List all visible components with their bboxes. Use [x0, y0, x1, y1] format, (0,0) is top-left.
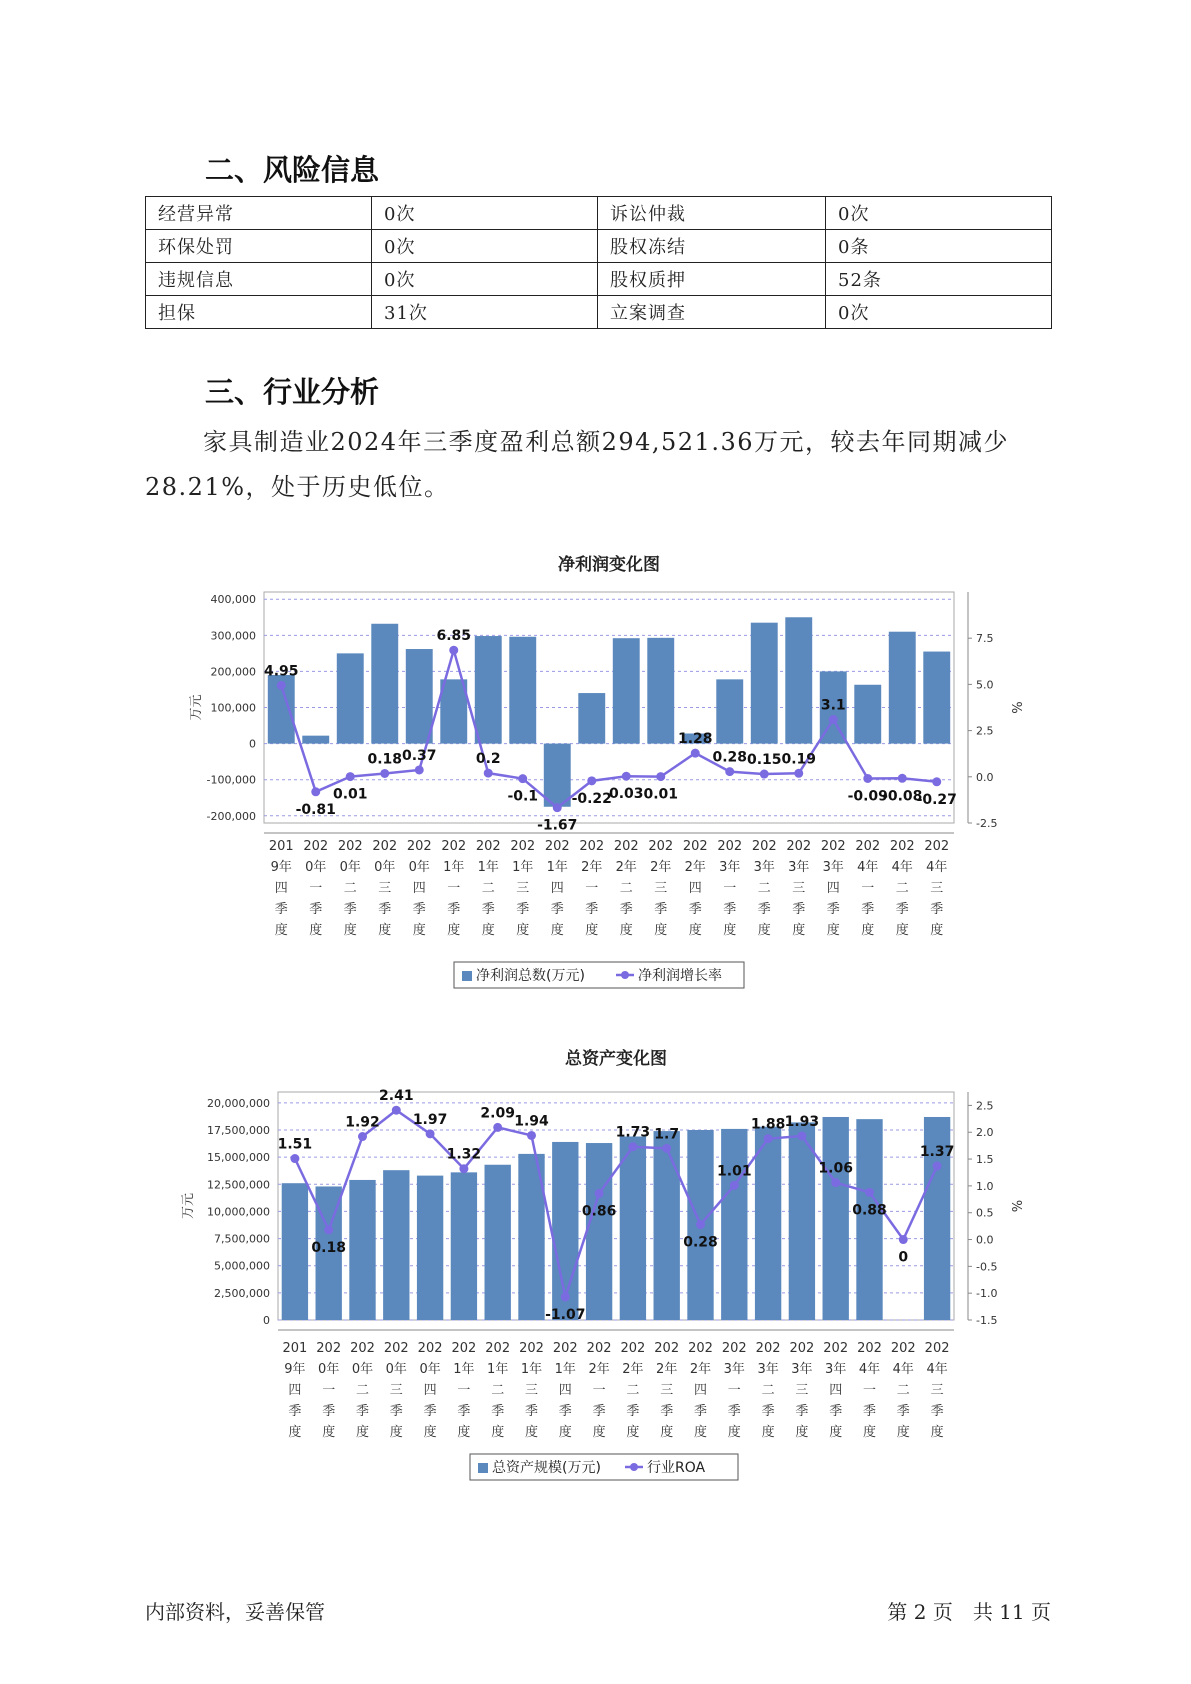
- data-point: [628, 1142, 637, 1151]
- bar: [751, 623, 778, 744]
- x-tick-label: 202 1年二季度: [475, 839, 501, 938]
- y-tick-label: 300,000: [210, 629, 256, 643]
- y-tick-label: 20,000,000: [207, 1096, 270, 1110]
- risk-value: 0次: [372, 263, 598, 296]
- bar: [509, 637, 536, 744]
- risk-value: 31次: [372, 296, 598, 329]
- bar: [349, 1180, 375, 1320]
- data-label: 1.37: [919, 1144, 955, 1161]
- legend-line-marker: [630, 1463, 638, 1471]
- x-tick-label: 202 0年一季度: [316, 1341, 342, 1440]
- data-label: -0.81: [295, 801, 336, 818]
- y2-axis-label: %: [1008, 1199, 1023, 1213]
- y2-tick-label: -1.5: [976, 1314, 998, 1327]
- data-point: [829, 715, 838, 724]
- data-label: 1.92: [345, 1114, 380, 1131]
- data-point: [662, 1144, 671, 1153]
- x-tick-label: 202 2年二季度: [613, 839, 639, 938]
- data-label: 0.19: [781, 751, 817, 768]
- x-tick-label: 202 2年二季度: [620, 1341, 646, 1440]
- y2-tick-label: 0.5: [976, 1206, 994, 1220]
- data-point: [380, 769, 389, 778]
- table-row: [146, 263, 1052, 296]
- x-tick-label: 202 2年四季度: [682, 839, 708, 938]
- y2-tick-label: -0.5: [976, 1260, 998, 1274]
- x-tick-label: 202 3年四季度: [820, 839, 846, 938]
- data-label: 0.18: [367, 751, 403, 768]
- data-label: 0.03: [608, 786, 644, 803]
- legend-bar-label: 总资产规模(万元): [492, 1460, 601, 1476]
- data-point: [863, 774, 872, 783]
- data-point: [459, 1164, 468, 1173]
- chart-title: 净利润变化图: [558, 555, 660, 575]
- data-point: [899, 1235, 908, 1244]
- x-tick-label: 202 0年二季度: [337, 839, 363, 938]
- data-point: [696, 1220, 705, 1229]
- data-label: 1.94: [514, 1113, 549, 1130]
- data-label: 1.93: [784, 1113, 820, 1130]
- bar: [440, 679, 467, 743]
- data-label: -0.08: [882, 788, 923, 805]
- footer-page-number: 第 2 页 共 11 页: [887, 1600, 1051, 1624]
- data-point: [691, 749, 700, 758]
- x-tick-label: 202 1年三季度: [519, 1341, 544, 1440]
- data-label: 0: [898, 1249, 909, 1266]
- y-tick-label: 5,000,000: [214, 1259, 270, 1273]
- y-tick-label: 200,000: [210, 665, 256, 679]
- data-label: -0.27: [916, 791, 957, 808]
- x-tick-label: 202 3年一季度: [717, 839, 743, 938]
- y-tick-label: 0: [249, 737, 256, 751]
- x-tick-label: 202 2年四季度: [688, 1341, 713, 1440]
- bar: [716, 679, 743, 743]
- x-tick-label: 202 3年二季度: [751, 839, 777, 938]
- y2-tick-label: 5.0: [976, 678, 994, 692]
- data-point: [449, 646, 458, 655]
- x-tick-label: 202 0年四季度: [417, 1341, 443, 1440]
- y-tick-label: 17,500,000: [207, 1124, 270, 1137]
- data-point: [932, 777, 941, 786]
- data-label: 0.18: [311, 1239, 346, 1256]
- data-point: [622, 772, 631, 781]
- bar: [654, 1131, 680, 1320]
- legend-bar-label: 净利润总数(万元): [476, 968, 585, 984]
- data-point: [290, 1154, 299, 1163]
- net-profit-chart-svg: [180, 548, 1023, 1008]
- x-tick-label: 202 1年四季度: [544, 839, 570, 938]
- data-label: 1.7: [654, 1126, 680, 1143]
- data-label: 0.88: [852, 1202, 887, 1219]
- section-title-industry: 三、行业分析: [205, 375, 380, 409]
- x-tick-label: 202 3年四季度: [823, 1341, 849, 1440]
- industry-paragraph: 家具制造业2024年三季度盈利总额294,521.36万元，较去年同期减少28.21%，处于历史低位。: [145, 428, 1009, 501]
- y-tick-label: 10,000,000: [207, 1205, 270, 1219]
- bar: [485, 1165, 511, 1320]
- data-label: 0.15: [746, 752, 782, 769]
- bar: [721, 1129, 747, 1320]
- data-point: [277, 681, 286, 690]
- y2-tick-label: 2.5: [976, 724, 994, 738]
- data-point: [760, 770, 769, 779]
- y-tick-label: 15,000,000: [207, 1151, 270, 1165]
- x-tick-label: 202 2年一季度: [586, 1341, 612, 1440]
- y2-tick-label: 2.0: [976, 1126, 994, 1140]
- footer-confidential: 内部资料，妥善保管: [145, 1600, 325, 1624]
- table-row: [146, 197, 1052, 230]
- bar: [337, 653, 364, 743]
- x-tick-label: 202 3年二季度: [755, 1341, 781, 1440]
- risk-label: 股权质押: [598, 263, 826, 296]
- y2-tick-label: 1.0: [976, 1179, 994, 1193]
- risk-label: 违规信息: [146, 263, 372, 296]
- y-tick-label: 400,000: [210, 593, 256, 607]
- x-tick-label: 202 1年四季度: [552, 1341, 578, 1440]
- y-tick-label: -200,000: [206, 809, 256, 823]
- data-label: -1.07: [545, 1306, 586, 1323]
- risk-value: 0次: [826, 296, 1052, 329]
- risk-value: 0次: [372, 230, 598, 263]
- bar: [383, 1170, 409, 1320]
- y2-tick-label: 0.0: [976, 770, 994, 784]
- legend-line-marker: [621, 971, 629, 979]
- x-tick-label: 202 0年一季度: [303, 839, 329, 938]
- bar: [613, 638, 640, 743]
- y2-tick-label: 1.5: [976, 1153, 994, 1167]
- data-label: 1.06: [818, 1160, 853, 1177]
- risk-label: 股权冻结: [598, 230, 826, 263]
- data-point: [725, 767, 734, 776]
- chart-legend: [454, 962, 744, 988]
- data-label: 6.85: [436, 628, 472, 645]
- x-tick-label: 202 0年四季度: [406, 839, 432, 938]
- bar: [923, 652, 950, 744]
- x-tick-label: 202 0年三季度: [383, 1341, 409, 1440]
- data-label: 0.86: [581, 1203, 617, 1220]
- table-row: [146, 230, 1052, 263]
- bar: [578, 693, 605, 744]
- x-tick-label: 202 4年二季度: [890, 1341, 916, 1440]
- data-point: [518, 774, 527, 783]
- risk-label: 经营异常: [146, 197, 372, 230]
- y2-tick-label: -1.0: [976, 1287, 998, 1301]
- bar: [789, 1122, 815, 1320]
- y2-tick-label: 7.5: [976, 632, 994, 646]
- risk-value: 0条: [826, 230, 1052, 263]
- data-point: [595, 1189, 604, 1198]
- data-point: [764, 1134, 773, 1143]
- y-tick-label: -100,000: [206, 773, 256, 787]
- data-point: [730, 1181, 739, 1190]
- risk-label: 立案调查: [598, 296, 826, 329]
- y2-tick-label: 2.5: [976, 1099, 994, 1113]
- x-tick-label: 202 4年三季度: [924, 839, 950, 938]
- data-label: 1.51: [277, 1136, 313, 1153]
- data-point: [794, 769, 803, 778]
- bar: [302, 736, 329, 744]
- x-tick-label: 201 9年四季度: [268, 839, 294, 938]
- y-tick-label: 7,500,000: [214, 1232, 270, 1246]
- data-label: 2.09: [480, 1105, 515, 1122]
- data-point: [484, 769, 493, 778]
- bar: [785, 617, 812, 743]
- x-tick-label: 202 4年一季度: [855, 839, 881, 938]
- data-label: 1.32: [446, 1146, 482, 1163]
- y2-axis-label: %: [1008, 701, 1023, 714]
- data-point: [865, 1188, 874, 1197]
- x-tick-label: 202 0年三季度: [372, 839, 398, 938]
- x-tick-label: 202 0年二季度: [350, 1341, 375, 1440]
- bar: [823, 1117, 849, 1320]
- data-label: 0.01: [643, 786, 679, 803]
- data-point: [426, 1129, 435, 1138]
- data-point: [898, 774, 907, 783]
- section-title-risk: 二、风险信息: [205, 153, 380, 187]
- x-tick-label: 202 1年二季度: [485, 1341, 511, 1440]
- data-label: 0.37: [401, 747, 437, 764]
- bar: [451, 1172, 477, 1320]
- x-tick-label: 202 2年三季度: [648, 839, 674, 938]
- risk-value: 0次: [826, 197, 1052, 230]
- data-label: 0.01: [332, 786, 368, 803]
- x-tick-label: 202 3年一季度: [721, 1341, 747, 1440]
- data-label: 1.97: [412, 1111, 448, 1128]
- table-row: [146, 296, 1052, 329]
- data-label: -0.22: [571, 790, 612, 807]
- x-tick-label: 202 1年一季度: [441, 839, 467, 938]
- risk-label: 诉讼仲裁: [598, 197, 826, 230]
- data-label: 1.28: [677, 731, 713, 748]
- data-label: -0.1: [507, 788, 539, 805]
- data-point: [561, 1292, 570, 1301]
- legend-line-label: 行业ROA: [647, 1460, 706, 1476]
- data-label: 3.1: [820, 697, 846, 714]
- y-tick-label: 0: [263, 1314, 270, 1327]
- bar: [406, 649, 433, 744]
- data-label: 4.95: [263, 663, 299, 680]
- bar: [854, 685, 881, 744]
- data-point: [933, 1162, 942, 1171]
- data-point: [358, 1132, 367, 1141]
- total-assets-chart-svg: [180, 1042, 1023, 1492]
- data-label: 2.41: [379, 1088, 414, 1105]
- bar: [647, 638, 674, 744]
- net-profit-chart: [180, 548, 1023, 1012]
- bar: [889, 632, 916, 744]
- data-label: 1.88: [750, 1116, 786, 1133]
- total-assets-chart: [180, 1042, 1023, 1496]
- data-point: [346, 772, 355, 781]
- data-label: 1.73: [615, 1124, 651, 1141]
- data-point: [797, 1131, 806, 1140]
- chart-legend: [470, 1454, 738, 1480]
- risk-table: [145, 196, 1052, 329]
- x-tick-label: 202 1年一季度: [451, 1341, 477, 1440]
- x-tick-label: 202 4年二季度: [889, 839, 915, 938]
- risk-label: 环保处罚: [146, 230, 372, 263]
- data-label: -0.09: [847, 788, 888, 805]
- data-point: [493, 1123, 502, 1132]
- data-point: [527, 1131, 536, 1140]
- legend-bar-swatch: [462, 971, 472, 981]
- bar: [371, 624, 398, 744]
- risk-value: 0次: [372, 197, 598, 230]
- bar: [755, 1127, 781, 1320]
- x-tick-label: 202 2年一季度: [579, 839, 605, 938]
- data-label: 0.28: [683, 1234, 718, 1251]
- data-point: [324, 1225, 333, 1234]
- y-tick-label: 12,500,000: [207, 1178, 270, 1192]
- x-tick-label: 202 1年三季度: [510, 839, 536, 938]
- legend-bar-swatch: [478, 1463, 488, 1473]
- data-label: 1.01: [717, 1163, 752, 1180]
- data-label: 0.28: [712, 749, 748, 766]
- data-point: [392, 1106, 401, 1115]
- y-axis-label: 万元: [189, 694, 204, 721]
- legend-line-label: 净利润增长率: [638, 968, 722, 984]
- data-point: [311, 787, 320, 796]
- data-point: [587, 776, 596, 785]
- y-axis-label: 万元: [181, 1192, 196, 1220]
- data-point: [553, 803, 562, 812]
- y2-tick-label: 0.0: [976, 1233, 994, 1247]
- y-tick-label: 2,500,000: [214, 1286, 270, 1300]
- bar: [417, 1176, 443, 1320]
- x-tick-label: 202 4年一季度: [857, 1341, 882, 1440]
- risk-label: 担保: [146, 296, 372, 329]
- x-tick-label: 202 3年三季度: [786, 839, 812, 938]
- y-tick-label: 100,000: [210, 701, 256, 715]
- data-label: -1.67: [537, 817, 578, 834]
- bar: [620, 1137, 646, 1320]
- bar: [586, 1143, 612, 1320]
- x-tick-label: 201 9年四季度: [282, 1341, 308, 1440]
- data-point: [415, 765, 424, 774]
- data-point: [831, 1178, 840, 1187]
- bar: [544, 744, 571, 807]
- bar: [856, 1119, 882, 1320]
- chart-title: 总资产变化图: [565, 1049, 667, 1069]
- bar: [475, 636, 502, 744]
- x-tick-label: 202 2年三季度: [654, 1341, 680, 1440]
- y2-tick-label: -2.5: [976, 817, 998, 830]
- data-label: 0.2: [475, 751, 501, 768]
- bar: [282, 1183, 308, 1320]
- data-point: [656, 772, 665, 781]
- risk-value: 52条: [826, 263, 1052, 296]
- x-tick-label: 202 3年三季度: [789, 1341, 815, 1440]
- x-tick-label: 202 4年三季度: [924, 1341, 950, 1440]
